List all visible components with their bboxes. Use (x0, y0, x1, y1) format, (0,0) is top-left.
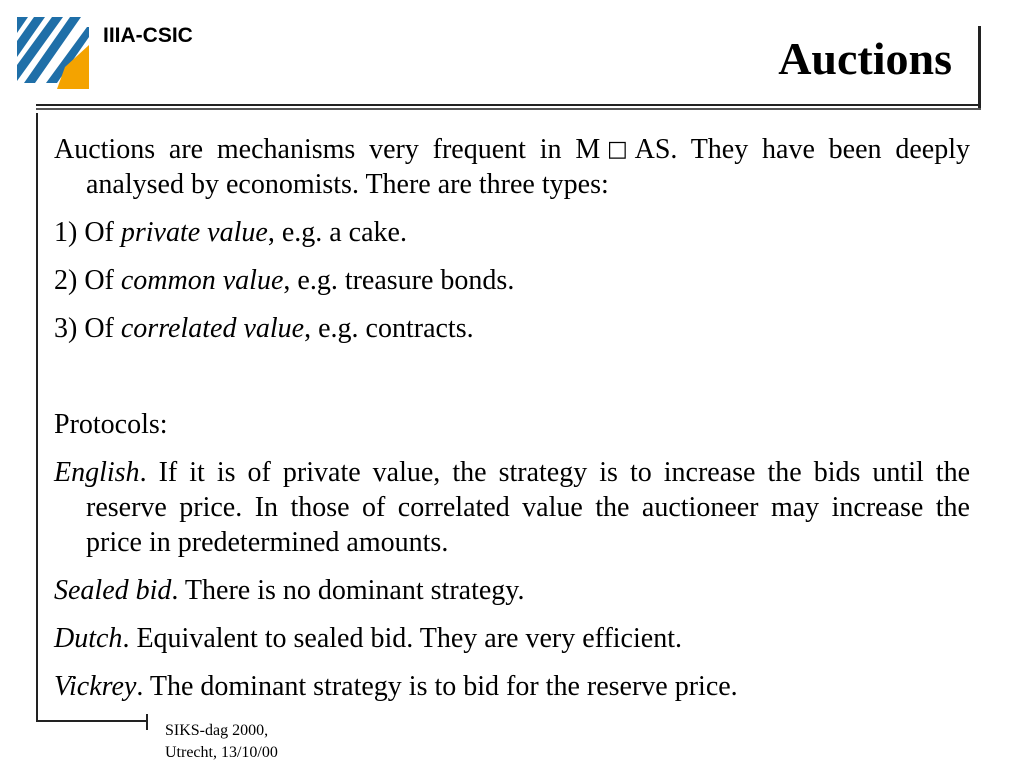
type-prefix: 1) Of (54, 217, 121, 248)
title-right-rule (978, 26, 981, 110)
type-item-2 (54, 263, 970, 298)
type-rest: , e.g. treasure bonds. (283, 265, 515, 296)
iiia-logo (17, 17, 89, 89)
intro-paragraph (54, 132, 970, 202)
organization-name: IIIA-CSIC (103, 24, 193, 47)
protocol-description: . If it is of private value, the strategy is to increase the bids until the reserve price. In those of correlated value the auctioneer may increase the price in predetermined amounts. (86, 457, 970, 558)
type-term: common value (120, 265, 284, 296)
intro-text-end: AS. They have been deeply analysed by economists. There are three types: (86, 134, 970, 200)
type-term: correlated value (120, 313, 305, 344)
protocol-description: . There is no dominant strategy. (171, 575, 525, 606)
type-rest: , e.g. contracts. (304, 313, 474, 344)
footer-event: SIKS-dag 2000, (165, 722, 269, 739)
intro-text-start: Auctions are mechanisms very frequent in M (54, 134, 601, 165)
protocol-dutch (54, 621, 970, 656)
type-prefix: 3) Of (54, 313, 121, 344)
type-item-1 (54, 215, 970, 250)
header-divider-bottom (36, 108, 981, 110)
footer-location-date: Utrecht, 13/10/00 (165, 744, 278, 761)
protocol-term: English (54, 457, 140, 488)
protocol-description: . Equivalent to sealed bid. They are very efficient. (122, 623, 682, 654)
protocol-term: Vickrey (54, 671, 137, 702)
protocol-term: Sealed bid (54, 575, 172, 606)
slide-title: Auctions (778, 33, 952, 84)
protocol-english (54, 455, 970, 560)
slide-body (54, 132, 970, 717)
protocol-term: Dutch (54, 623, 123, 654)
protocol-vickrey (54, 669, 970, 704)
content-bottom-rule (36, 720, 146, 722)
protocol-sealed-bid (54, 573, 970, 608)
type-term: private value (120, 217, 268, 248)
protocol-description: . The dominant strategy is to bid for the reserve price. (136, 671, 738, 702)
content-left-rule (36, 113, 38, 722)
spacer (54, 359, 970, 407)
missing-glyph: □ (600, 137, 635, 162)
slide-footer (165, 720, 278, 764)
type-prefix: 2) Of (54, 265, 121, 296)
type-rest: , e.g. a cake. (267, 217, 407, 248)
type-item-3 (54, 311, 970, 346)
header-divider-top (36, 104, 978, 106)
protocols-heading: Protocols: (54, 409, 168, 440)
